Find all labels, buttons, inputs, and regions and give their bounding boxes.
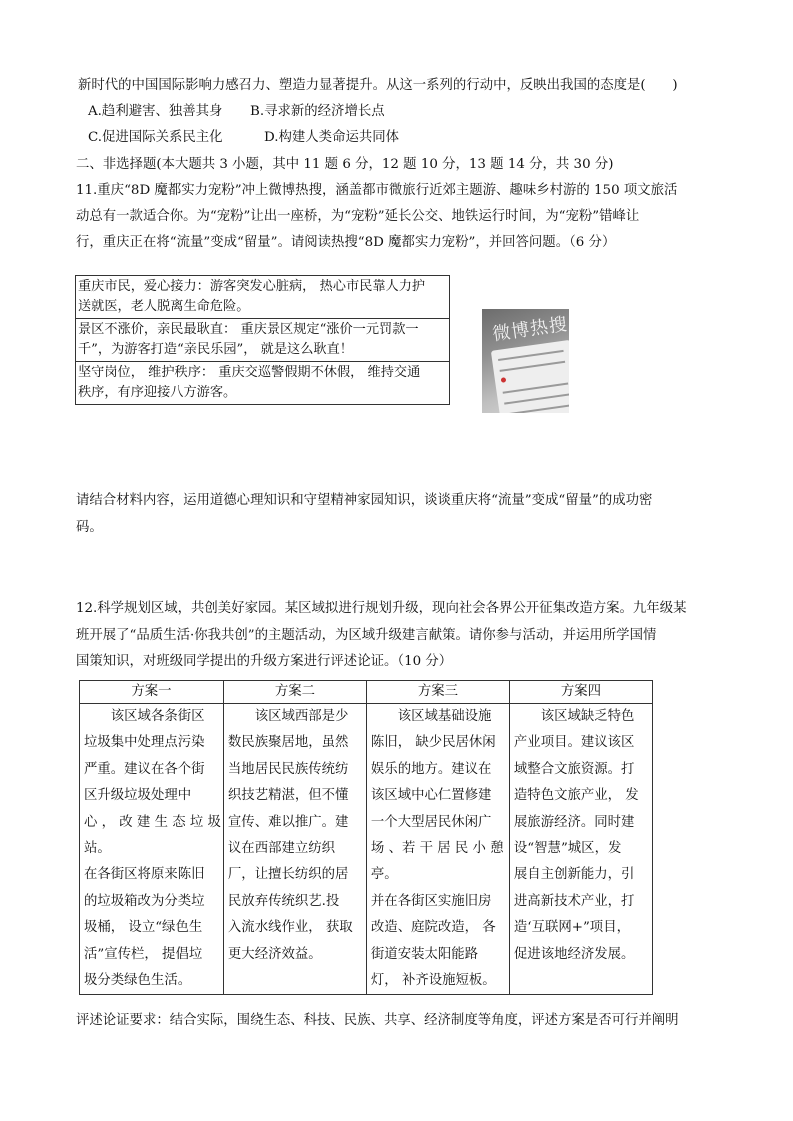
q11-line: 动总有一款适合你。为“宠粉”让出一座桥，为“宠粉”延长公交、地铁运行时间，为“宠粉”错峰让 xyxy=(76,209,640,224)
plan-line: 场 、若 干 居 民 小 憩 xyxy=(370,841,504,857)
plans-body-row xyxy=(80,704,653,995)
plans-table xyxy=(79,680,653,995)
plan-line: 该区域基础设施 xyxy=(370,709,492,724)
plan-line: 促进该地经济发展。 xyxy=(513,946,635,962)
plan-line: 设“智慧”城区，发 xyxy=(513,841,622,857)
option-b: B.寻求新的经济增长点 xyxy=(250,104,385,119)
q11-material-table xyxy=(75,275,450,405)
plan-title: 方案四 xyxy=(509,681,652,704)
material-row xyxy=(76,276,450,319)
plan-line: 在各街区将原来陈旧 xyxy=(84,867,205,883)
plan-line: 亭。 xyxy=(370,867,398,883)
plan-line: 灯， 补齐设施短板。 xyxy=(370,973,496,989)
plan-line: 区升级垃圾处理中 xyxy=(84,788,192,804)
plan-title: 方案二 xyxy=(223,681,366,704)
weibo-hot-search-photo xyxy=(482,309,569,413)
plan-line: 当地居民民族传统纺 xyxy=(227,761,349,777)
plan-line: 站。 xyxy=(84,841,111,857)
section-heading: 二、非选择题(本大题共 3 小题，其中 11 题 6 分，12 题 10 分，13 题 14 分，共 30 分) xyxy=(76,157,614,172)
q12-requirement: 评述论证要求：结合实际，围绕生态、科技、民族、共享、经济制度等角度，评述方案是否可行并阐明 xyxy=(76,1013,679,1028)
plan-line: 进高新技术产业，打 xyxy=(513,893,635,909)
material-cell xyxy=(76,319,450,362)
plan-line: 该区域各条街区 xyxy=(84,709,205,724)
plans-header-row xyxy=(80,681,653,704)
plan-line: 展旅游经济。同时建 xyxy=(513,814,635,830)
plan-line: 数民族聚居地，虽然 xyxy=(227,735,349,751)
option-a: A.趋利避害、独善其身 xyxy=(88,104,223,119)
plan-line: 该区域中心仁置修建 xyxy=(370,788,492,804)
plan-line: 活”宣传栏， 提倡垃 xyxy=(84,946,203,962)
plan-title: 方案一 xyxy=(80,681,224,704)
material-text: 重庆市民，爱心接力：游客突发心脏病， 热心市民靠人力护 xyxy=(78,279,426,294)
option-d: D.构建人类命运共同体 xyxy=(264,130,400,145)
material-row xyxy=(76,319,450,362)
phone-screen xyxy=(491,340,569,413)
plan-line: 入流水线作业， 获取 xyxy=(227,920,353,936)
q11-prompt: 请结合材料内容，运用道德心理知识和守望精神家园知识，谈谈重庆将“流量”变成“留量”的成功密 xyxy=(76,493,653,508)
plan-one-cell xyxy=(80,704,224,995)
plan-line: 厂，让擅长纺织的居 xyxy=(227,867,349,883)
q11-prompt: 码。 xyxy=(76,520,103,535)
plan-line: 造‘互联网+”项目， xyxy=(513,920,630,936)
material-text: 送就医，老人脱离生命危险。 xyxy=(78,298,250,314)
plan-line: 改造、庭院改造， 各 xyxy=(370,920,496,936)
plan-line: 陈旧， 缺少民居休闲 xyxy=(370,735,496,751)
material-text: 坚守岗位， 维护秩序： 重庆交巡警假期不休假， 维持交通 xyxy=(78,365,421,380)
plan-line: 心 ， 改 建 生 态 垃 圾 xyxy=(84,814,221,830)
plan-line: 民放弃传统织艺.投 xyxy=(227,893,340,909)
plan-line: 域整合文旅资源。打 xyxy=(513,761,635,777)
material-cell xyxy=(76,362,450,405)
material-row xyxy=(76,362,450,405)
plan-two-cell xyxy=(223,704,366,995)
plan-line: 垃圾集中处理点污染 xyxy=(84,735,205,751)
plan-line: 造特色文旅产业， 发 xyxy=(513,788,639,804)
plan-line: 展自主创新能力，引 xyxy=(513,867,635,883)
q12-line: 12.科学规划区域，共创美好家园。某区域拟进行规划升级，现向社会各界公开征集改造方案。九年级某 xyxy=(76,601,687,616)
material-text: 景区不涨价，亲民最耿直： 重庆景区规定“涨价一元罚款一 xyxy=(78,322,419,337)
q11-line: 行，重庆正在将“流量”变成“留量”。请阅读热搜“8D 魔都实力宠粉”，并回答问题。（6 分） xyxy=(76,235,616,250)
plan-four-cell xyxy=(509,704,652,995)
q11-line: 11.重庆“8D 魔都实力宠粉”冲上微博热搜，涵盖都市微旅行近郊主题游、趣味乡村游的 150 项文旅活 xyxy=(76,183,678,198)
plan-line: 织技艺精湛，但不懂 xyxy=(227,788,349,804)
plan-line: 娱乐的地方。建议在 xyxy=(370,761,492,777)
material-cell xyxy=(76,276,450,319)
photo-caption: 微博热搜 xyxy=(491,313,569,346)
option-c: C.促进国际关系民主化 xyxy=(88,130,223,145)
plan-line: 圾分类绿色生活。 xyxy=(84,973,192,989)
plan-line: 议在西部建立纺织 xyxy=(227,841,336,857)
plan-line: 的垃圾箱改为分类垃 xyxy=(84,893,205,909)
plan-line: 圾桶， 设立“绿色生 xyxy=(84,920,203,936)
q12-line: 班开展了“品质生活·你我共创”的主题活动，为区域升级建言献策。请你参与活动，并运用所学国情 xyxy=(76,628,657,643)
plan-line: 一个大型居民休闲广 xyxy=(370,814,492,830)
q12-line: 国策知识，对班级同学提出的升级方案进行评述论证。（10 分） xyxy=(76,654,453,669)
plan-line: 并在各街区实施旧房 xyxy=(370,893,492,909)
plan-line: 该区域缺乏特色 xyxy=(513,709,635,724)
plan-title: 方案三 xyxy=(366,681,509,704)
plan-line: 宣传、难以推广。建 xyxy=(227,814,349,830)
plan-line: 严重。建议在各个街 xyxy=(84,761,205,777)
plan-line: 产业项目。建议该区 xyxy=(513,735,635,751)
plan-three-cell xyxy=(366,704,509,995)
intro-line: 新时代的中国国际影响力感召力、塑造力显著提升。从这一系列的行动中，反映出我国的态度是( ) xyxy=(78,78,678,93)
plan-line: 街道安装太阳能路 xyxy=(370,946,479,962)
plan-line: 更大经济效益。 xyxy=(227,946,322,962)
material-text: 千”，为游客打造“亲民乐园”， 就是这么耿直！ xyxy=(78,341,353,357)
material-text: 秩序，有序迎接八方游客。 xyxy=(78,384,237,400)
plan-line: 该区域西部是少 xyxy=(227,709,349,724)
